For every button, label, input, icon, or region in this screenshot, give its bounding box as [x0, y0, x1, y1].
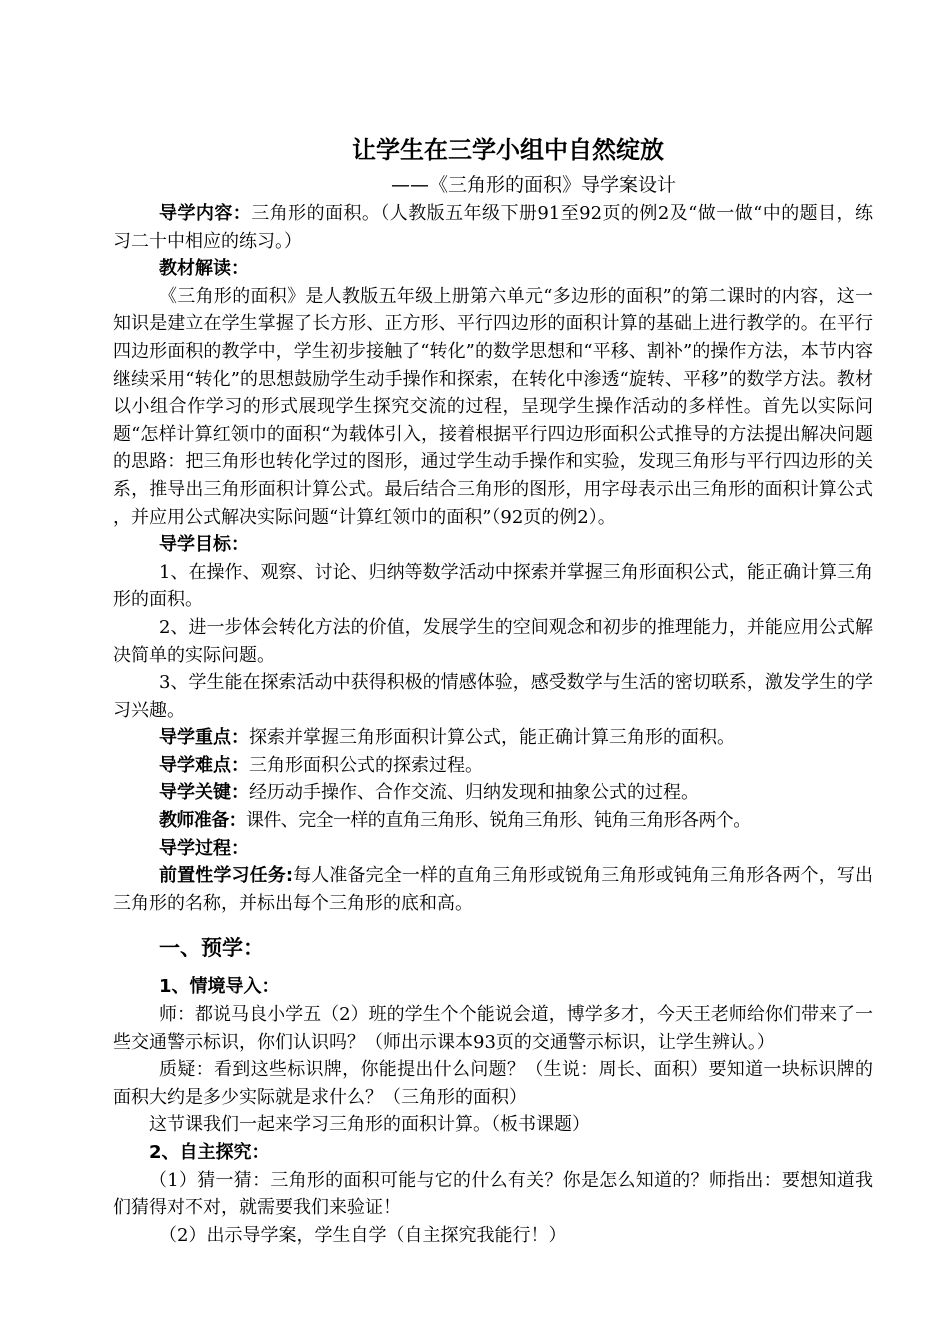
material-label: 教材解读： [159, 258, 249, 280]
paragraph-2: 质疑：看到这些标识牌，你能提出什么问题？（生说：周长、面积）要知道一块标识牌的面积大约是多少实际就是求什么？（三角形的面积） [113, 1059, 873, 1108]
key-text: 经历动手操作、合作交流、归纳发现和抽象公式的过程。 [249, 782, 699, 804]
difficulty-paragraph [113, 752, 873, 780]
content-paragraph [113, 200, 873, 255]
sub-heading-2-label: 2、自主探究： [149, 1142, 270, 1163]
goals-label: 导学目标： [159, 534, 249, 556]
goals-heading [113, 531, 873, 559]
document-title: 让学生在三学小组中自然绽放 [352, 136, 664, 164]
paragraph-3: 这节课我们一起来学习三角形的面积计算。（板书课题） [149, 1114, 590, 1136]
goal-item-1: 1、在操作、观察、讨论、归纳等数学活动中探索并掌握三角形面积公式，能正确计算三角形的面积。 [113, 561, 873, 611]
focus-text: 探索并掌握三角形面积计算公式，能正确计算三角形的面积。 [249, 727, 735, 749]
key-paragraph [113, 779, 873, 807]
paragraph-4: （1）猜一猜：三角形的面积可能与它的什么有关？你是怎么知道的？师指出：要想知道我们猜得对不对，就需要我们来验证！ [113, 1169, 873, 1219]
pretask-label: 前置性学习任务: [159, 865, 294, 887]
focus-paragraph [113, 724, 873, 752]
sub-heading-1-label: 1、情境导入： [159, 976, 280, 998]
goal-item-3: 3、学生能在探索活动中获得积极的情感体验，感受数学与生活的密切联系，激发学生的学习兴趣。 [113, 672, 873, 721]
process-label: 导学过程： [159, 837, 249, 859]
goal-item-2: 2、进一步体会转化方法的价值，发展学生的空间观念和初步的推理能力，并能应用公式解决简单的实际问题。 [113, 616, 873, 666]
document-subtitle: ——《三角形的面积》导学案设计 [391, 174, 677, 196]
prep-text: 课件、完全一样的直角三角形、锐角三角形、钝角三角形各两个。 [246, 810, 751, 832]
prep-label: 教师准备： [159, 810, 246, 832]
paragraph-5: （2）出示导学案，学生自学（自主探究我能行！） [159, 1224, 567, 1246]
focus-label: 导学重点： [159, 727, 249, 749]
material-heading [113, 255, 873, 283]
content-label: 导学内容： [159, 203, 252, 224]
difficulty-label: 导学难点： [159, 754, 249, 776]
content-text: 三角形的面积。（人教版五年级下册91至92页的例2及“做一做“中的题目，练习二十中相应的练习。） [113, 203, 874, 252]
key-label: 导学关键： [159, 782, 249, 804]
document-page [113, 130, 873, 1249]
section-preview-heading: 一、预学： [159, 936, 264, 961]
pretask-paragraph [113, 862, 873, 917]
sub-heading-1 [113, 973, 873, 1001]
material-text: 《三角形的面积》是人教版五年级上册第六单元“多边形的面积”的第二课时的内容，这一知识是建立在学生掌握了长方形、正方形、平行四边形的面积计算的基础上进行教学的。在平行四边形面积的教学中，学生初步接触了“转化”的数学思想和“平移、割补”的操作方法，本节内容继续采用“转化”的思想鼓励学生动手操作和探索，在转化中渗透“旋转、平移”的数学方法。教材以小组合作学习的形式展现学生探究交流的过程，呈现学生操作活动的多样性。首先以实际问题“怎样计算红领巾的面积“为载体引入，接着根据平行四边形面积公式推导的方法提出解决问题的思路：把三角形也转化学过的图形，通过学生动手操作和实验，发现三角形与平行四边形的关系，推导出三角形面积计算公式。最后结合三角形的图形，用字母表示出三角形的面积计算公式 ，并应用公式解决实际问题“计算红领巾的面积”（92页的例2）。 [113, 285, 873, 528]
sub-heading-2 [113, 1139, 873, 1167]
paragraph-1: 师：都说马良小学五（2）班的学生个个能说会道，博学多才，今天王老师给你们带来了一些交通警示标识，你们认识吗？（师出示课本93页的交通警示标识，让学生辨认。） [113, 1004, 873, 1053]
process-heading [113, 835, 873, 863]
pretask-text: 每人准备完全一样的直角三角形或锐角三角形或钝角三角形各两个，写出三角形的名称，并标出每个三角形的底和高。 [113, 865, 873, 914]
prep-paragraph [113, 807, 873, 835]
difficulty-text: 三角形面积公式的探索过程。 [249, 754, 483, 776]
